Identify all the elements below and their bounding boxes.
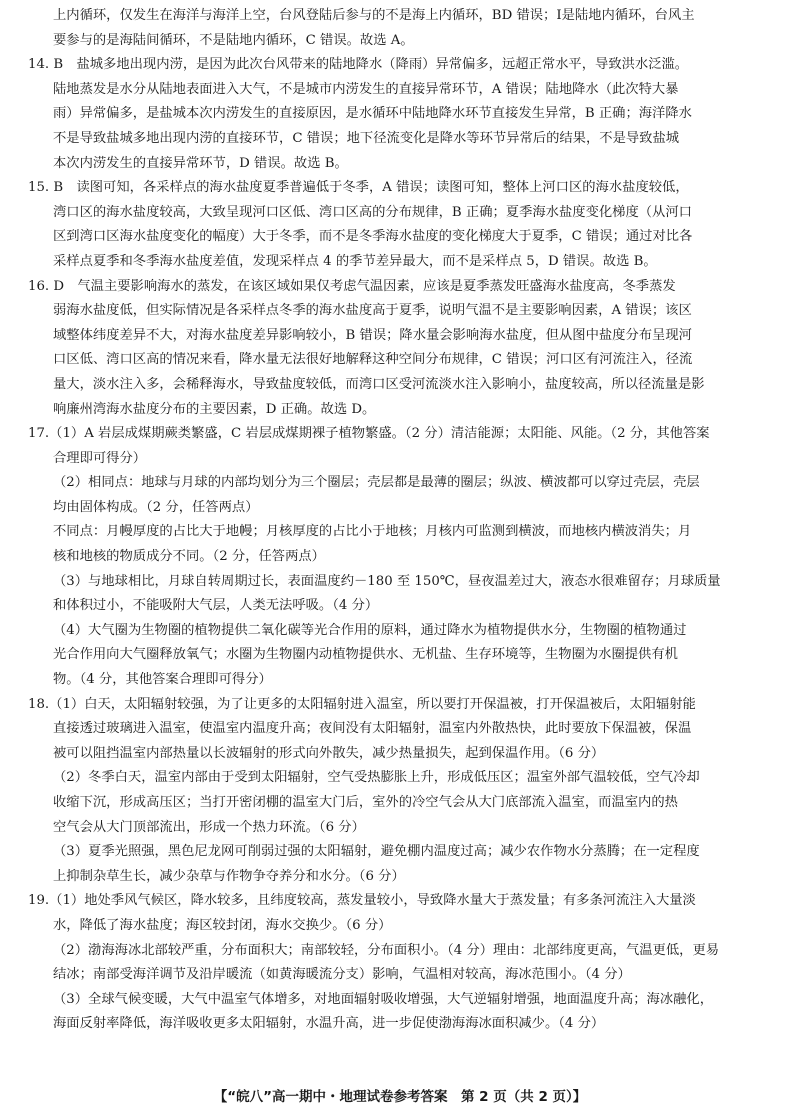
text-line: 陆地蒸发是水分从陆地表面进入大气，不是城市内涝发生的直接异常环节，A 错误；陆地降水（此次特大暴 (53, 81, 679, 97)
text-line: （3）与地球相比，月球自转周期过长，表面温度约－180 至 150℃，昼夜温差过大，液态水很难留存；月球质量 (53, 573, 721, 589)
text-line: 量大，淡水注入多，会稀释海水，导致盐度较低，而湾口区受河流淡水注入影响小，盐度较高，所以径流量是影 (53, 376, 705, 392)
text-line: 结冰；南部受海洋调节及沿岸暖流（如黄海暖流分支）影响，气温相对较高，海冰范围小。（4 分） (53, 967, 631, 983)
page-footer: 【“皖八”高一期中・地理试卷参考答案 第 2 页（共 2 页）】 (213, 1089, 587, 1105)
text-line: 16. D 气温主要影响海水的蒸发，在该区域如果仅考虑气温因素，应该是夏季蒸发旺盛海水盐度高，冬季蒸发 (28, 278, 676, 294)
text-line: 物。（4 分，其他答案合理即可得分） (53, 672, 272, 688)
text-line: 15. B 读图可知，各采样点的海水盐度夏季普遍低于冬季，A 错误；读图可知，整体上河口区的海水盐度较低， (28, 180, 689, 196)
text-line: （2）相同点：地球与月球的内部均划分为三个圈层；壳层都是最薄的圈层；纵波、横波都可以穿过壳层，壳层 (53, 475, 700, 491)
text-line: 核和地核的物质成分不同。（2 分，任答两点） (53, 549, 325, 565)
text-line: 水，降低了海水盐度；海区较封闭，海水交换少。（6 分） (53, 917, 392, 933)
text-line: 本次内涝发生的直接异常环节，D 错误。故选 B。 (53, 155, 348, 171)
text-line: （4）大气圈为生物圈的植物提供二氧化碳等光合作用的原料，通过降水为植物提供水分，生物圈的植物通过 (53, 622, 687, 638)
text-line: 和体积过小，不能吸附大气层，人类无法呼吸。（4 分） (53, 598, 379, 614)
text-line: 14. B 盐城多地出现内涝，是因为此次台风带来的陆地降水（降雨）异常偏多，远超正常水平，导致洪水泛滥。 (28, 57, 689, 73)
text-line: 口区低、湾口区高的情况来看，降水量无法很好地解释这种空间分布规律，C 错误；河口区有河流注入，径流 (53, 352, 693, 368)
answer-key-content (28, 4, 778, 1037)
text-line: 不是导致盐城多地出现内涝的直接环节，C 错误；地下径流变化是降水等环节异常后的结果，不是导致盐城 (53, 130, 680, 146)
text-line: 空气会从大门顶部流出，形成一个热力环流。（6 分） (53, 819, 365, 835)
text-line: 均由固体构成。（2 分，任答两点） (53, 499, 259, 515)
text-line: 合理即可得分） (53, 450, 147, 466)
text-line: 被可以阻挡温室内部热量以长波辐射的形式向外散失，减少热量损失，起到保温作用。（6 分） (53, 745, 605, 761)
text-line: 上内循环，仅发生在海洋与海洋上空，台风登陆后参与的不是海上内循环，BD 错误；Ⅰ是陆地内循环，台风主 (53, 8, 695, 23)
text-line: 海面反射率降低，海洋吸收更多太阳辐射，水温升高，进一步促使渤海海冰面积减少。（4 分） (53, 1016, 605, 1032)
text-line: 收缩下沉，形成高压区；当打开密闭棚的温室大门后，室外的冷空气会从大门底部流入温室，而温室内的热 (53, 795, 678, 810)
text-line: （3）夏季光照强，黑色尼龙网可削弱过强的太阳辐射，避免棚内温度过高；减少农作物水分蒸腾；在一定程度 (53, 844, 700, 860)
text-line: 直接透过玻璃进入温室，使温室内温度升高；夜间没有太阳辐射，温室内外散热快，此时要放下保温被，保温 (53, 721, 692, 737)
text-line: 湾口区的海水盐度较高，大致呈现河口区低、湾口区高的分布规律，B 正确；夏季海水盐度变化梯度（从河口 (53, 204, 692, 220)
text-line: 域整体纬度差异不大，对海水盐度差异影响较小，B 错误；降水量会影响海水盐度，但从图中盐度分布呈现河 (53, 327, 692, 343)
text-line: 18.（1）白天，太阳辐射较强，为了让更多的太阳辐射进入温室，所以要打开保温被，打开保温被后，太阳辐射能 (28, 696, 696, 712)
text-line: （2）冬季白天，温室内部由于受到太阳辐射，空气受热膨胀上升，形成低压区；温室外部气温较低，空气冷却 (53, 770, 700, 786)
text-line: 区到湾口区海水盐度变化的幅度）大于冬季，而不是冬季海水盐度的变化梯度大于夏季，C 错误；通过对比各 (53, 229, 693, 245)
answer-17 (28, 422, 778, 693)
answer-19 (28, 889, 778, 1037)
text-line: （3）全球气候变暖，大气中温室气体增多，对地面辐射吸收增强，大气逆辐射增强，地面温度升高；海冰融化， (53, 991, 714, 1007)
text-line: 响廉州湾海水盐度分布的主要因素，D 正确。故选 D。 (53, 401, 376, 417)
text-line: 不同点：月幔厚度的占比大于地幔；月核厚度的占比小于地核；月核内可监测到横波，而地核内横波消失；月 (53, 524, 692, 540)
text-line: 采样点夏季和冬季海水盐度差值，发现采样点 4 的季节差异最大，而不是采样点 5，D 错误。故选 B。 (53, 253, 657, 269)
answer-15 (28, 176, 778, 274)
answer-16 (28, 275, 778, 423)
text-line: 要参与的是海陆间循环，不是陆地内循环，C 错误。故选 A。 (53, 32, 414, 48)
text-line: 雨）异常偏多，是盐城本次内涝发生的直接原因，是水循环中陆地降水环节直接发生异常，B 正确；海洋降水 (53, 106, 692, 122)
answer-14 (28, 53, 778, 176)
text-line: 17.（1）A 岩层成煤期蕨类繁盛，C 岩层成煤期裸子植物繁盛。（2 分）清洁能源；太阳能、风能。（2 分，其他答案 (28, 426, 710, 442)
text-line: （2）渤海海冰北部较严重，分布面积大；南部较轻，分布面积小。（4 分）理由：北部纬度更高，气温更低，更易 (53, 942, 720, 958)
text-line: 上抑制杂草生长，减少杂草与作物争夺养分和水分。（6 分） (53, 868, 405, 884)
answer-18 (28, 693, 778, 890)
prev-answer-continuation (28, 4, 778, 53)
text-line: 弱海水盐度低，但实际情况是各采样点冬季的海水盐度高于夏季，说明气温不是主要影响因素，A 错误；该区 (53, 303, 692, 319)
text-line: 光合作用向大气圈释放氧气；水圈为生物圈内动植物提供水、无机盐、生存环境等，生物圈为水圈提供有机 (53, 647, 678, 663)
text-line: 19.（1）地处季风气候区，降水较多，且纬度较高，蒸发量较小，导致降水量大于蒸发量；有多条河流注入大量淡 (28, 893, 696, 909)
